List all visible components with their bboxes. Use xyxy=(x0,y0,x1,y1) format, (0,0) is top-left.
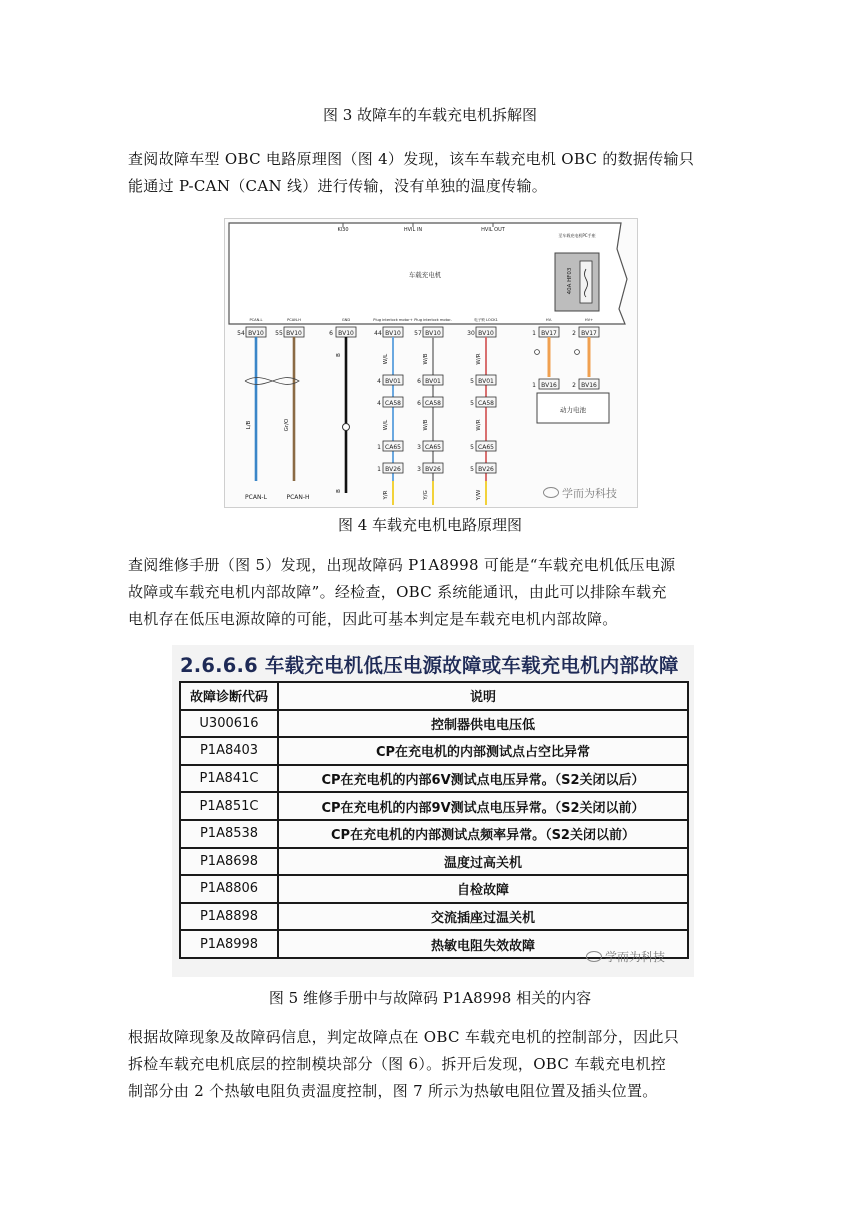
pin-number: 30 xyxy=(467,330,475,337)
pin-function-label: GND xyxy=(341,318,351,322)
pin-number: 54 xyxy=(237,330,245,337)
paragraph-line: 查阅维修手册（图 5）发现，出现故障码 P1A8998 可能是“车载充电机低压电源 xyxy=(128,556,676,574)
pin-number: 1 xyxy=(377,444,381,451)
wechat-icon xyxy=(543,487,559,498)
fuse-box xyxy=(555,253,599,311)
table-row xyxy=(180,848,688,876)
pin-function-label: Plug interlock motor+ xyxy=(373,318,413,322)
paragraph-line: 制部分由 2 个热敏电阻负责温度控制，图 7 所示为热敏电阻位置及插头位置。 xyxy=(128,1082,658,1100)
wechat-icon xyxy=(586,951,602,962)
pin-function-label: 电子锁 LOCK1 xyxy=(474,318,498,322)
wire-end-label: PCAN-H xyxy=(286,494,310,501)
power-battery-label: 动力电池 xyxy=(560,406,586,414)
fault-description: 控制器供电电压低 xyxy=(278,710,688,738)
pin-number: 1 xyxy=(532,330,536,337)
pin-number: 6 xyxy=(329,330,333,337)
pin-number: 2 xyxy=(572,382,576,389)
paragraph-line: 能通过 P-CAN（CAN 线）进行传输，没有单独的温度传输。 xyxy=(128,177,548,195)
fault-code: P1A841C xyxy=(180,765,278,793)
figure-4-caption: 图 4 车载充电机电路原理图 xyxy=(337,516,523,534)
wire-color-label: W/B xyxy=(423,419,429,431)
table-row xyxy=(180,875,688,903)
fault-code: P1A8806 xyxy=(180,875,278,903)
pin-number: 55 xyxy=(275,330,283,337)
figure-3-caption: 图 3 故障车的车载充电机拆解图 xyxy=(322,106,538,124)
pin-function-label: Plug interlock motor- xyxy=(414,318,452,322)
paragraph-3 xyxy=(128,1024,738,1105)
table-row xyxy=(180,765,688,793)
connector-label: CA58 xyxy=(478,400,494,407)
circuit-diagram-svg xyxy=(225,219,637,507)
module-label: 车载充电机 xyxy=(408,271,442,279)
hv-terminal xyxy=(535,350,540,355)
pin-number: 4 xyxy=(377,378,381,385)
connector-label: BV10 xyxy=(286,330,302,337)
fault-code: P1A8998 xyxy=(180,930,278,958)
connector-label: BV10 xyxy=(478,330,494,337)
pin-number: 5 xyxy=(470,444,474,451)
table-row xyxy=(180,792,688,820)
connector-label: BV10 xyxy=(248,330,264,337)
fault-code-table xyxy=(179,681,689,959)
connector-label: CA65 xyxy=(425,444,441,451)
paragraph-2 xyxy=(128,552,738,633)
wire-color-label: W/L xyxy=(383,353,389,365)
wire-color-label: B xyxy=(336,489,342,493)
table-row xyxy=(180,710,688,738)
connector-label: BV17 xyxy=(541,330,557,337)
wire-color-label: Y/G xyxy=(423,490,429,500)
wire-color-label: Y/R xyxy=(383,490,389,500)
pin-number: 3 xyxy=(417,444,421,451)
top-terminal-label: HVIL OUT xyxy=(481,227,505,233)
pin-number: 6 xyxy=(417,400,421,407)
connector-label: BV01 xyxy=(385,378,401,385)
fuse-note: 至车载充电机PC手座 xyxy=(558,233,596,238)
wire-color-label: Gr/O xyxy=(284,418,290,432)
top-terminal-label: Kl30 xyxy=(337,227,349,233)
pin-number: 44 xyxy=(374,330,382,337)
fault-code: P1A851C xyxy=(180,792,278,820)
connector-label: BV26 xyxy=(425,466,441,473)
table-row xyxy=(180,820,688,848)
paragraph-line: 电机存在低压电源故障的可能，因此可基本判定是车载充电机内部故障。 xyxy=(128,610,618,628)
fault-description: CP在充电机的内部测试点频率异常。（S2关闭以前） xyxy=(278,820,688,848)
splice-point xyxy=(343,424,350,431)
paragraph-line: 拆检车载充电机底层的控制模块部分（图 6）。拆开后发现，OBC 车载充电机控 xyxy=(128,1055,667,1073)
pin-number: 2 xyxy=(572,330,576,337)
fault-code: P1A8538 xyxy=(180,820,278,848)
connector-label: BV16 xyxy=(581,382,597,389)
pin-number: 5 xyxy=(470,466,474,473)
fault-description: CP在充电机的内部9V测试点电压异常。（S2关闭以前） xyxy=(278,792,688,820)
connector-label: BV10 xyxy=(425,330,441,337)
manual-watermark-text: 学而为科技 xyxy=(605,950,666,964)
manual-watermark xyxy=(586,948,665,965)
connector-label: BV01 xyxy=(425,378,441,385)
fault-code: P1A8698 xyxy=(180,848,278,876)
wire-color-label: W/R xyxy=(476,353,482,365)
wire-color-label: L/B xyxy=(246,420,252,430)
fault-description: CP在充电机的内部测试点占空比异常 xyxy=(278,737,688,765)
fuse-label: 40A HF03 xyxy=(567,267,573,295)
wire-end-label: PCAN-L xyxy=(245,494,267,501)
paragraph-line: 故障或车载充电机内部故障”。经检查，OBC 系统能通讯，由此可以排除车载充 xyxy=(128,583,667,601)
column-header-desc: 说明 xyxy=(278,682,688,710)
pin-number: 57 xyxy=(414,330,422,337)
pin-number: 5 xyxy=(470,378,474,385)
twisted-pair-symbol xyxy=(245,378,299,385)
connector-label: BV10 xyxy=(385,330,401,337)
connector-label: BV26 xyxy=(478,466,494,473)
wire-color-label: W/L xyxy=(383,419,389,431)
paragraph-line: 查阅故障车型 OBC 电路原理图（图 4）发现，该车车载充电机 OBC 的数据传输只 xyxy=(128,150,695,168)
fault-description: 温度过高关机 xyxy=(278,848,688,876)
connector-label: CA58 xyxy=(385,400,401,407)
pin-function-label: PCAN-L xyxy=(249,318,263,322)
pin-function-label: HV- xyxy=(545,318,553,322)
fault-code: P1A8403 xyxy=(180,737,278,765)
connector-label: BV01 xyxy=(478,378,494,385)
fault-code: P1A8898 xyxy=(180,903,278,931)
pin-number: 4 xyxy=(377,400,381,407)
circuit-diagram xyxy=(224,218,638,508)
column-header-code: 故障诊断代码 xyxy=(180,682,278,710)
connector-label: CA65 xyxy=(478,444,494,451)
connector-label: CA58 xyxy=(425,400,441,407)
connector-label: CA65 xyxy=(385,444,401,451)
wire-color-label: W/B xyxy=(423,353,429,365)
fault-code: U300616 xyxy=(180,710,278,738)
manual-heading: 2.6.6.6 车载充电机低压电源故障或车载充电机内部故障 xyxy=(180,654,679,677)
pin-number: 3 xyxy=(417,466,421,473)
wire-color-label: W/R xyxy=(476,419,482,431)
table-row xyxy=(180,737,688,765)
connector-label: BV26 xyxy=(385,466,401,473)
hv-terminal xyxy=(575,350,580,355)
pin-number: 5 xyxy=(470,400,474,407)
paragraph-line: 根据故障现象及故障码信息，判定故障点在 OBC 车载充电机的控制部分，因此只 xyxy=(128,1028,680,1046)
wire-color-label: B xyxy=(336,353,342,357)
paragraph-1 xyxy=(128,146,738,200)
connector-label: BV16 xyxy=(541,382,557,389)
fault-description: 热敏电阻失效故障 xyxy=(278,930,688,958)
table-row xyxy=(180,903,688,931)
pin-number: 1 xyxy=(377,466,381,473)
diagram-watermark-text: 学而为科技 xyxy=(562,487,617,500)
manual-excerpt xyxy=(172,645,694,977)
connector-label: BV17 xyxy=(581,330,597,337)
fault-description: CP在充电机的内部6V测试点电压异常。（S2关闭以后） xyxy=(278,765,688,793)
pin-number: 1 xyxy=(532,382,536,389)
connector-label: BV10 xyxy=(338,330,354,337)
top-terminal-label: HVIL IN xyxy=(403,227,423,233)
pin-function-label: PCAN-H xyxy=(287,318,301,322)
diagram-watermark xyxy=(543,485,617,501)
fault-description: 自检故障 xyxy=(278,875,688,903)
figure-5-caption: 图 5 维修手册中与故障码 P1A8998 相关的内容 xyxy=(268,989,592,1007)
table-header-row xyxy=(180,682,688,710)
pin-number: 6 xyxy=(417,378,421,385)
pin-function-label: HV+ xyxy=(584,318,594,322)
fault-description: 交流插座过温关机 xyxy=(278,903,688,931)
wire-color-label: Y/W xyxy=(476,489,482,501)
